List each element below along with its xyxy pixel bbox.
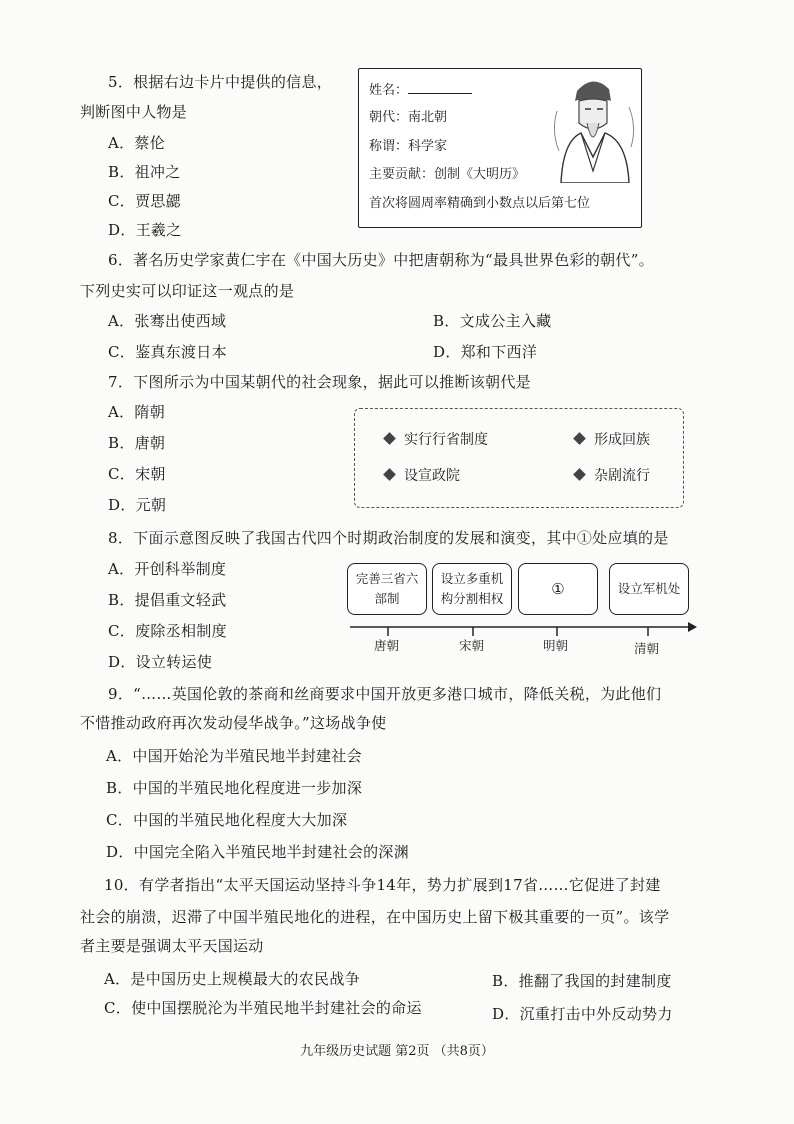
- card-dynasty: 朝代：南北朝: [369, 110, 448, 125]
- q6-stem: 6．著名历史学家黄仁宇在《中国大历史》中把唐朝称为“最具世界色彩的朝代”。: [108, 251, 654, 269]
- q6-option-b[interactable]: B．文成公主入藏: [433, 312, 552, 330]
- q6-option-d[interactable]: D．郑和下西洋: [433, 343, 538, 361]
- q7-option-c[interactable]: C．宋朝: [108, 465, 166, 483]
- timeline-box-song: 设立多重机构分割相权: [432, 563, 512, 615]
- q6-stem-cont: 下列史实可以印证这一观点的是: [80, 282, 295, 300]
- q6-option-c[interactable]: C．鉴真东渡日本: [108, 343, 227, 361]
- q5-stem-cont: 判断图中人物是: [80, 103, 188, 121]
- portrait-illustration: [547, 71, 639, 183]
- timeline-label-song: 宋朝: [459, 638, 485, 653]
- person-info-card: [358, 68, 642, 228]
- card-contribution: 主要贡献：创制《大明历》: [369, 167, 526, 182]
- q5-option-d[interactable]: D．王羲之: [108, 221, 182, 239]
- q6-option-a[interactable]: A．张骞出使西域: [108, 312, 227, 330]
- q9-option-c[interactable]: C．中国的半殖民地化程度大大加深: [106, 811, 348, 829]
- q10-option-d[interactable]: D．沉重打击中外反动势力: [492, 1005, 673, 1023]
- card-title: 称谓：科学家: [369, 139, 448, 154]
- q8-option-c[interactable]: C．废除丞相制度: [108, 622, 227, 640]
- q5-stem: 5．根据右边卡片中提供的信息，: [108, 73, 333, 91]
- diamond-icon: [573, 468, 586, 481]
- q7-stem: 7．下图所示为中国某朝代的社会现象，据此可以推断该朝代是: [108, 373, 531, 391]
- page-footer: 九年级历史试题 第2页 （共8页）: [300, 1044, 494, 1059]
- q5-option-c[interactable]: C．贾思勰: [108, 192, 181, 210]
- phenomenon-2: 形成回族: [575, 431, 650, 449]
- q9-stem-cont: 不惜推动政府再次发动侵华战争。”这场战争使: [80, 714, 387, 732]
- q7-option-a[interactable]: A．隋朝: [108, 403, 166, 421]
- q5-option-a[interactable]: A．蔡伦: [108, 134, 166, 152]
- q8-option-b[interactable]: B．提倡重文轻武: [108, 591, 227, 609]
- q9-stem: 9．“……英国伦敦的茶商和丝商要求中国开放更多港口城市，降低关税，为此他们: [108, 685, 662, 703]
- q8-option-a[interactable]: A．开创科举制度: [108, 560, 227, 578]
- timeline-box-qing: 设立军机处: [609, 563, 689, 615]
- timeline-box-tang: 完善三省六部制: [347, 563, 427, 615]
- timeline-label-tang: 唐朝: [374, 638, 400, 653]
- diamond-icon: [383, 432, 396, 445]
- diamond-icon: [383, 468, 396, 481]
- timeline-axis: [348, 618, 698, 640]
- timeline-box-ming: ①: [518, 563, 598, 615]
- q5-option-b[interactable]: B．祖冲之: [108, 163, 181, 181]
- q8-stem: 8．下面示意图反映了我国古代四个时期政治制度的发展和演变，其中①处应填的是: [108, 529, 669, 547]
- card-name-row: [369, 81, 472, 100]
- phenomenon-3: 设宣政院: [385, 467, 460, 485]
- q7-option-d[interactable]: D．元朝: [108, 496, 167, 514]
- q10-option-a[interactable]: A．是中国历史上规模最大的农民战争: [104, 970, 360, 988]
- card-achievement: 首次将圆周率精确到小数点以后第七位: [369, 196, 591, 211]
- card-name-label: 姓名：: [369, 83, 409, 98]
- phenomenon-1: 实行行省制度: [385, 431, 488, 449]
- q10-stem-cont: 社会的崩溃，迟滞了中国半殖民地化的进程，在中国历史上留下极其重要的一页”。该学: [80, 908, 670, 926]
- timeline-label-qing: 清朝: [634, 641, 660, 656]
- q7-option-b[interactable]: B．唐朝: [108, 434, 166, 452]
- q10-option-b[interactable]: B．推翻了我国的封建制度: [492, 972, 672, 990]
- q10-option-c[interactable]: C．使中国摆脱沦为半殖民地半封建社会的命运: [104, 999, 422, 1017]
- name-blank: [408, 81, 472, 94]
- q8-option-d[interactable]: D．设立转运使: [108, 653, 213, 671]
- social-phenomena-box: [354, 408, 684, 508]
- q10-stem: 10．有学者指出“太平天国运动坚持斗争14年，势力扩展到17省……它促进了封建: [104, 876, 661, 894]
- phenomenon-4: 杂剧流行: [575, 467, 650, 485]
- q10-stem-cont2: 者主要是强调太平天国运动: [80, 937, 264, 955]
- q9-option-b[interactable]: B．中国的半殖民地化程度进一步加深: [106, 779, 363, 797]
- q9-option-a[interactable]: A．中国开始沦为半殖民地半封建社会: [106, 747, 362, 765]
- timeline-label-ming: 明朝: [543, 638, 569, 653]
- diamond-icon: [573, 432, 586, 445]
- q9-option-d[interactable]: D．中国完全陷入半殖民地半封建社会的深渊: [106, 843, 410, 861]
